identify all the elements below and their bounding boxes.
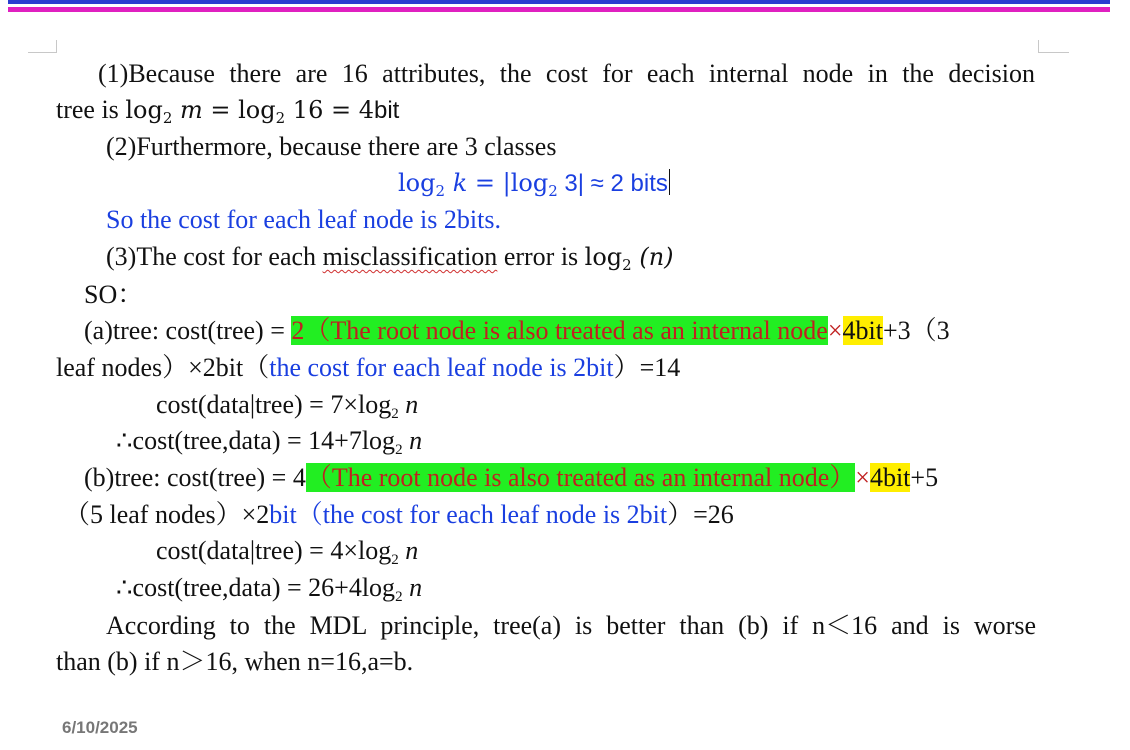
margin-corner-mark-right: [1038, 40, 1069, 53]
tree-a-cost-line-2: leaf nodes）×2bit（the cost for each leaf node is 2bit）=14: [56, 353, 681, 382]
tree-a-total-cost: ∴cost(tree,data) = $14+7\log_2$ n: [116, 426, 423, 458]
paragraph-2-line-1: (2)Furthermore, because there are 3 classes: [106, 132, 557, 161]
so-label: SO：: [84, 280, 144, 309]
header-rule-pink: [8, 7, 1110, 12]
tree-b-total-cost: ∴cost(tree,data) = $26+4\log_2$ n: [116, 573, 423, 605]
highlight-green-a: 2（The root node is also treated as an internal node: [291, 316, 828, 345]
error-cost-formula: $\log_2 (n)$: [584, 243, 674, 274]
paragraph-3-line-1: (3)The cost for each misclassification error is $\log_2 (n)$: [106, 242, 674, 274]
attribute-cost-formula: $\log_2 m = \log_2 16 = 4bit$: [125, 96, 400, 127]
spellcheck-flag: misclassification: [322, 242, 498, 271]
paragraph-1-line-2: tree is $\log_2 m = \log_2 16 = 4bit$: [56, 95, 400, 127]
paragraph-2-line-3: So the cost for each leaf node is 2bits.: [106, 205, 501, 234]
margin-corner-mark-left: [28, 40, 57, 53]
highlight-yellow-b: 4bit: [869, 463, 911, 492]
tree-a-data-cost: cost(data|tree) = $7\times\log_2$ n: [156, 390, 419, 422]
text-cursor: [669, 169, 670, 195]
tree-b-cost-line-2: （5 leaf nodes）×2bit（the cost for each leaf node is 2bit）=26: [64, 500, 734, 529]
class-cost-formula: $\log_2 k = |\log_2$ 3| ≈ 2 bits: [398, 169, 668, 200]
header-rule-blue: [8, 0, 1110, 4]
footer-date: 6/10/2025: [62, 718, 138, 737]
paragraph-1-line-1: (1)Because there are 16 attributes, the cost for each internal node in the decision: [98, 59, 1035, 88]
highlight-yellow-a: 4bit: [842, 316, 883, 345]
tree-a-cost-line-1: (a)tree: cost(tree) = 2（The root node is also treated as an internal node×4bit+3（3: [84, 316, 950, 345]
highlight-green-b: （The root node is also treated as an internal node）: [305, 463, 856, 492]
tree-b-data-cost: cost(data|tree) = $4\times\log_2$ n: [156, 536, 419, 568]
tree-b-cost-line-1: (b)tree: cost(tree) = 4（The root node is also treated as an internal node）×4bit+5: [84, 463, 939, 492]
conclusion-line-1: According to the MDL principle, tree(a) is better than (b) if n＜16 and is worse: [106, 611, 1036, 640]
conclusion-line-2: than (b) if n＞16, when n=16,a=b.: [56, 647, 414, 676]
